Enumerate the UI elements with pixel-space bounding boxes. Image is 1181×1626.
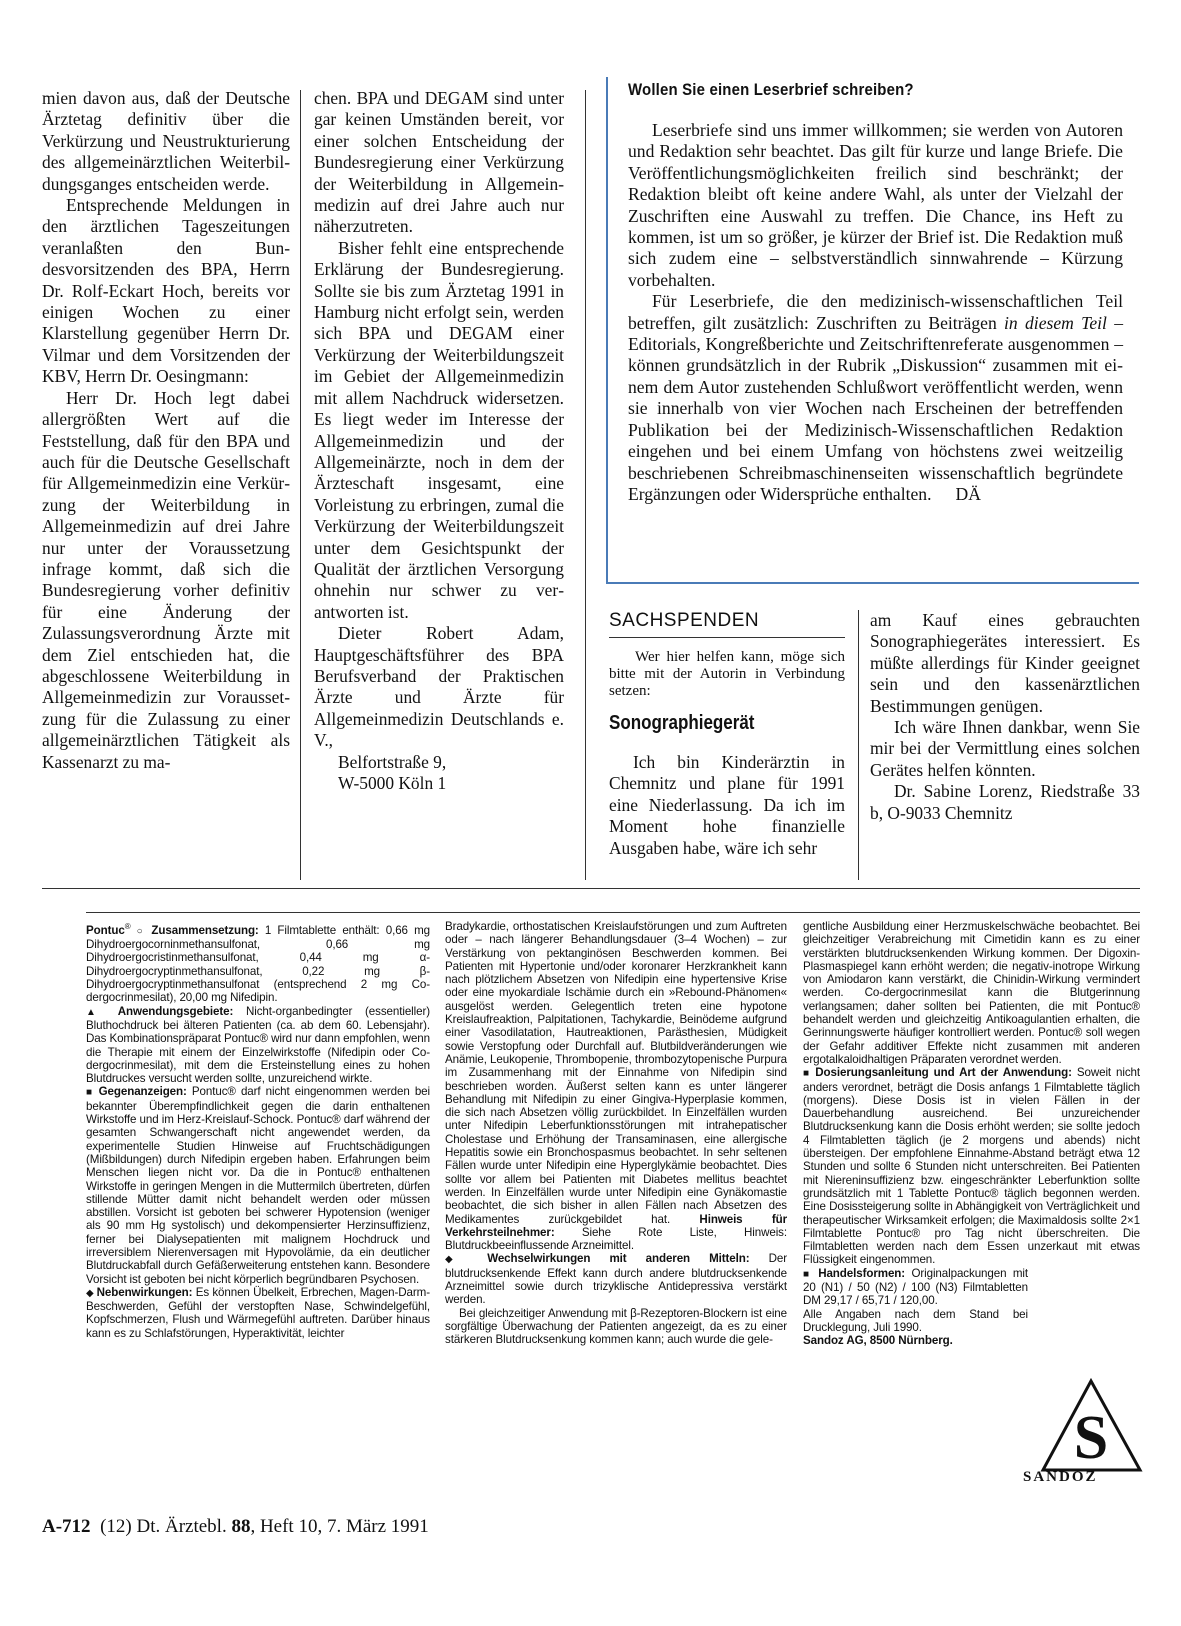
interactions-marker-icon: ◆: [445, 1254, 488, 1266]
ad-interactions-text: Der blutdrucksenkende Effekt kann durch andere blutdrucksenkende Arzneimittel sowie durch trizyklische Antidepressiva verstärkt werden.: [445, 1252, 787, 1307]
ad-contraindications-label: Gegenanzeigen:: [98, 1085, 187, 1099]
ad-composition-label: Zusammensetzung:: [151, 923, 259, 937]
ad-composition: [86, 920, 430, 1005]
col2-address-line-1: Belfortstraße 9,: [338, 751, 447, 772]
col2-paragraph-1: chen. BPA und DEGAM sind unter gar keinen Umständen bereit, vor einer solchen Entscheidung der Bundesregierung einer Verkürzung der Weiterbildung in Allgemeinmedizin auf drei Jahre auch nur näherzutreten.: [314, 88, 564, 237]
sonographiegeraet-heading: Sonographiegerät: [609, 712, 755, 734]
sachspenden-paragraph-1: Ich bin Kinderärztin in Chemnitz und plane für 1991 eine Niederlassung. Da ich im Moment hohe finanzielle Ausgaben habe, wäre ich sehr: [609, 752, 845, 858]
sachspenden-rule: [609, 637, 845, 638]
ad-company: [803, 1334, 1140, 1347]
sachspenden-signature: Dr. Sabine Lorenz, Riedstraße 33 b, O-9033 Chemnitz: [870, 781, 1140, 823]
col1-paragraph-3: Herr Dr. Hoch legt dabei allergrößten Wert auf die Feststellung, daß für den BPA und auch für die Deutsche Gesellschaft für Allgemeinmedizin eine Verkürzung der Weiterbildung in Allgemeinmedizin auf drei Jahre nur unter der Voraussetzung infrage kommt, daß sich die Bundesregierung vorher definitiv für eine Änderung der Zulassungsverordnung Ärzte mit dem Ziel entschieden hat, die abgeschlossene Weiterbildung in Allgemeinmedizin zur Voraussetzung für die Zulassung zu einer allgemeinärztlichen Tätigkeit als Kassenarzt zu ma-: [42, 387, 290, 772]
letters-box-p2-end: – Editorials, Kongreßberichte und Zeitschriftenreferate ausgenommen – können grundsätzlich in der Rubrik „Diskussion“ zusammen mit einem dem Autor zustehenden Schlußwort veröffentlicht werden, wenn sie innerhalb von vier Wochen nach Erscheinen der betreffenden Publikation bei der Medizinisch-Wissenschaftlichen Redaktion eingehen und bei einem Umfang von höchstens zwei weitzeilig beschriebenen Schreibmaschinenseiten wissenschaftlich begründete Ergänzungen oder Widersprüche enthalten.: [628, 312, 1123, 504]
col2-signature: Dieter Robert Adam, Hauptgeschäftsführer des BPA Berufsverband der Praktischen Ärzte und Ärzte für Allgemeinmedizin Deutschlands e. V.,: [314, 623, 564, 751]
ad-interactions: [445, 1252, 787, 1306]
letters-box-text: [628, 120, 1123, 505]
page-footer: [42, 1516, 429, 1538]
ad-interactions-label: Wechselwirkungen mit anderen Mitteln:: [487, 1252, 750, 1266]
ad-indications-text: Nicht-organbedingter (essentieller) Bluthochdruck bei älteren Patienten (ca. ab dem 60. Lebensjahr). Das Kombinationspräparat Pontuc® wird nur dann empfohlen, wenn die Therapie mit einem der Einzelwirkstoffe (Nifedipin oder Co-dergocrinmesilat), mit dem die Ersteinstellung eines zu hohen Blutdruckes versucht werden sollte, unzureichend wirkte.: [86, 1004, 430, 1086]
dosage-marker-icon: ■: [803, 1068, 816, 1080]
ad-dosage: [803, 1066, 1140, 1266]
ad-packaging-label: Handelsformen:: [818, 1266, 906, 1280]
ad-stand-note: Alle Angaben nach dem Stand bei Drucklegung, Juli 1990.: [803, 1307, 1028, 1334]
side-effects-marker-icon: ◆: [86, 1287, 97, 1299]
letters-box-sign: DÄ: [955, 483, 981, 504]
packaging-marker-icon: ■: [803, 1268, 819, 1280]
ad-top-rule: [86, 912, 1140, 913]
ad-contraindications: [86, 1085, 430, 1285]
ad-traffic-text: Siehe Rote Liste, Hinweis: Blutdruckbeeinflussende Arzneimittel.: [445, 1225, 787, 1253]
ad-brand-reg: ®: [124, 922, 131, 931]
indications-marker-icon: ▲: [86, 1006, 118, 1018]
column-1: [42, 88, 290, 773]
ad-column-2: [445, 920, 787, 1347]
ad-side-effects-text: Es können Übelkeit, Erbrechen, Magen-Darm-Beschwerden, Gefühl der verstopften Nase, Schwindelgefühl, Kopfschmerzen, Flush und Wärmegefühl auftreten. Darüber hinaus kann es zu Schlafstörungen, Hyperaktivität, leichter: [86, 1285, 430, 1340]
sachspenden-heading: SACHSPENDEN: [609, 610, 760, 631]
col2-paragraph-2: Bisher fehlt eine entsprechende Erklärung der Bundesregierung. Sollte sie bis zum Ärztetag 1991 in Hamburg nicht erfolgt sein, werden sich BPA und DEGAM einer Verkürzung der Weiterbildungszeit im Gebiet der Allgemeinmedizin mit allem Nachdruck widersetzen. Es liegt weder im Interesse der Allgemeinmedizin und der Allgemeinärzte, noch in dem der Ärzteschaft insgesamt, eine Vorleistung zu erbringen, zumal die Verkürzung der Weiterbildungszeit unter dem Gesichtspunkt der Qualität der ärztlichen Versorgung ohnehin nur schwer zu verantworten ist.: [314, 237, 564, 622]
column-2: [314, 88, 564, 794]
ad-interactions-cont: gentliche Ausbildung einer Herzmuskelschwäche beobachtet. Bei gleichzeitiger Verabreichung mit Cimetidin kann es zu einer verstärkten blutdrucksenkenden Wirkung kommen. Der Digoxin-Plasmaspiegel kann erhöht werden; die negativ-inotrope Wirkung von Amiodaron kann verstärkt, die Chinidin-Wirkung vermindert werden. Co-dergocrinmesilat kann die Blutgerinnung verlangsamen; daher sollten bei Patienten, die mit Pontuc® behandelt werden und gleichzeitig Antikoagulantien erhalten, die Gerinnungswerte häufiger kontrolliert werden. Pontuc® soll wegen der Gefahr additiver Effekte nicht zusammen mit anderen ergotalkaloidhaltigen Präparaten verordnet werden.: [803, 920, 1140, 1066]
column-divider-1: [300, 90, 301, 880]
letters-box-paragraph-2: [628, 291, 1123, 505]
letters-box-title: Wollen Sie einen Leserbrief schreiben?: [628, 80, 914, 99]
ad-side-effects-label: Nebenwirkungen:: [96, 1285, 193, 1299]
page-separator-rule: [42, 888, 1140, 889]
ad-packaging-text: Originalpackungen mit 20 (N1) / 50 (N2) / 100 (N3) Filmtabletten DM 29,17 / 65,71 / 120,00.: [803, 1266, 1028, 1308]
ad-indications: [86, 1005, 430, 1086]
sachspenden-col2-text: [870, 610, 1140, 824]
sandoz-logo-icon: [1040, 1378, 1143, 1476]
sachspenden-paragraph-1-cont: am Kauf eines gebrauchten Sonographiegerätes interessiert. Es müßte allerdings für Kinder geeignet sein und den kassenärztlichen Bestimmungen genügen.: [870, 610, 1140, 716]
journal-reference-suffix: , Heft 10, 7. März 1991: [250, 1516, 429, 1537]
sachspenden-col1-text: [609, 752, 845, 859]
ad-dosage-label: Dosierungsanleitung und Art der Anwendung:: [815, 1066, 1072, 1080]
column-divider-3: [858, 610, 859, 880]
ad-packaging: [803, 1267, 1028, 1308]
letters-box-p2-start: Für Leserbriefe, die den medizinisch-wissenschaftlichen Teil betreffen, gilt zusätzlich: Zuschriften zu Beiträgen: [628, 291, 1123, 333]
sachspenden-intro: Wer hier helfen kann, möge sich bitte mit der Autorin in Verbindung setzen:: [609, 649, 845, 699]
sachspenden-paragraph-2: Ich wäre Ihnen dankbar, wenn Sie mir bei der Vermittlung eines solchen Gerätes helfen könnten.: [870, 717, 1140, 780]
ad-side-effects-cont-text: Bradykardie, orthostatischen Kreislaufstörungen und zum Auftreten oder – nach längerer Behandlungsdauer (3–4 Wochen) – zur Verstärkung von pektanginösen Beschwerden kommen. Bei Patienten mit Hypertonie und/oder koronarer Herzkrankheit kann nach plötzlichem Absetzen von Nifedipin eine hypertensive Krise oder eine myokardiale Ischämie durch ein »Rebound-Phänomen« ausgelöst werden. Gelegentlich treten eine hypotone Kreislaufreaktion, Palpitationen, Tachykardie, Beinödeme aufgrund einer Vasodilatation, Hautreaktionen, Parästhesien, Müdigkeit sowie Verstopfung oder Durchfall auf. Blutbildveränderungen wie Anämie, Leukopenie, Thrombopenie, thrombozytopenische Purpura im Zusammenhang mit der Einnahme von Nifedipin sind beschrieben worden. Äußerst selten kann es unter längerer Behandlung mit Nifedipin zu einer Gingiva-Hyperplasie kommen, die sich nach Absetzen völlig zurückbildet. In Einzelfällen wurden unter Nifedipin Leberfunktionsstörungen mit intrahepatischer Cholestase und Erhöhung der Transaminasen, eine allergische Hepatitis sowie ein Bronchospasmus beobachtet. In sehr seltenen Fällen wurde unter Nifedipin eine Hyperglykämie beobachtet. Dies sollte vor allem bei Patienten mit Diabetes mellitus beachtet werden. In Einzelfällen wurde unter Nifedipin eine Gynäkomastie beobachtet, die sich bisher in allen Fällen nach Absetzen des Medikamentes zurückgebildet hat.: [445, 920, 787, 1226]
ad-traffic-label: Hinweis für Verkehrsteilnehmer:: [445, 1212, 787, 1239]
ad-indications-label: Anwendungsgebiete:: [117, 1004, 234, 1018]
sandoz-logo-word: SANDOZ: [1023, 1469, 1098, 1485]
contraindications-marker-icon: ■: [86, 1087, 99, 1099]
sandoz-logo-letter: S: [1073, 1404, 1109, 1472]
letters-box-paragraph-1: Leserbriefe sind uns immer willkommen; sie werden von Autoren und Redaktion sehr beachtet. Das gilt für kurze und lange Briefe. Die Veröffentlichungsmöglichkeiten freilich sind beschränkt; der Redaktion bleibt oft keine andere Wahl, als unter der Vielzahl der Zuschriften eine Auswahl zu treffen. Die Chance, ins Heft zu kommen, ist um so größer, je kürzer der Brief ist. Die Redaktion muß sich zudem eine – selbstverständlich sinnwahrende – Kürzung vorbehalten.: [628, 120, 1123, 290]
ad-interactions-paragraph-2: Bei gleichzeitiger Anwendung mit β-Rezeptoren-Blockern ist eine sorgfältige Überwachung der Patienten angezeigt, da es zu einer stärkeren Blutdrucksenkung kommen kann; auch wurde die gele-: [445, 1306, 787, 1347]
col1-paragraph-1: mien davon aus, daß der Deutsche Ärztetag definitiv über die Verkürzung und Neustrukturierung des allgemeinärztlichen Weiterbildungsganges entscheiden werde.: [42, 88, 290, 194]
ad-side-effects: [86, 1286, 430, 1340]
ad-side-effects-cont: [445, 920, 787, 1252]
page-number: A-712: [42, 1516, 91, 1537]
ad-column-3: [803, 920, 1140, 1348]
letters-box-p2-italic: in diesem Teil: [1004, 312, 1107, 333]
journal-reference-prefix: (12) Dt. Ärztebl.: [100, 1516, 232, 1537]
col2-address-line-2: W-5000 Köln 1: [338, 773, 447, 793]
ad-brand: Pontuc: [86, 923, 125, 937]
ad-column-1: [86, 920, 430, 1340]
ad-dosage-text: Soweit nicht anders verordnet, beträgt die Dosis anfangs 1 Filmtablette täglich (morgens). Diese Dosis ist in vielen Fällen in der Dauerbehandlung ausreichend. Bei unzureichender Blutdrucksenkung kann die Dosis erhöht werden; sie sollte jedoch 4 Filmtabletten täglich (je 2 morgens und abends) nicht übersteigen. Der empfohlene Einnahme-Abstand beträgt etwa 12 Stunden und sollte 6 Stunden nicht unterschreiten. Bei Patienten mit Niereninsuffizienz bzw. eingeschränkter Leberfunktion sollte grundsätzlich mit 1 Tablette Pontuc® täglich begonnen werden. Eine Dosissteigerung sollte in Abhängigkeit von Verträglichkeit und therapeutischer Wirksamkeit erfolgen; die Maximaldosis sollte 2×1 Filmtablette Pontuc® pro Tag nicht überschreiten. Die Filmtabletten werden nach dem Essen unzerkaut mit etwas Flüssigkeit eingenommen.: [803, 1066, 1140, 1267]
journal-volume: 88: [231, 1516, 251, 1537]
column-divider-2: [585, 90, 586, 880]
ad-company-name: Sandoz AG, 8500 Nürnberg.: [803, 1334, 953, 1348]
composition-marker-icon: ○: [136, 925, 152, 937]
ad-composition-text: 1 Filmtablette enthält: 0,66 mg Dihydroergocorninmethansulfonat, 0,66 mg Dihydroergocristinmethansulfonat, 0,44 mg α-Dihydroergocryptinmethansulfonat, 0,22 mg β-Dihydroergocryptinmethansulfonat (entsprechend 2 mg Co-dergocrinmesilat), 20,00 mg Nifedipin.: [86, 923, 430, 1005]
ad-contraindications-text: Pontuc® darf nicht eingenommen werden bei bekannter Überempfindlichkeit gegen die darin enthaltenen Wirkstoffe und im Herz-Kreislauf-Schock. Pontuc® darf während der gesamten Schwangerschaft nicht angewendet werden, da experimentelle Studien Hinweise auf Fruchtschädigungen (Mißbildungen) durch Nifedipin ergeben haben. Erfahrungen beim Menschen liegen nicht vor. Da die in Pontuc® enthaltenen Wirkstoffe in geringen Mengen in die Muttermilch übertreten, dürfen stillende Mütter damit nicht behandelt werden oder müssen abstillen. Vorsicht ist geboten bei schwerer Hypotension (weniger als 90 mm Hg systolisch) und dekompensierter Herzinsuffizienz, ferner bei Dialysepatienten mit malignem Hochdruck und irreversiblem Nierenversagen mit Hypovolämie, da ein deutlicher Blutdruckabfall durch Gefäßerweiterung entstehen kann. Besondere Vorsicht ist geboten bei nicht körperlich begründbaren Psychosen.: [86, 1085, 430, 1286]
col1-paragraph-2: Entsprechende Meldungen in den ärztlichen Tageszeitungen veranlaßten den Bundesvorsitzenden des BPA, Herrn Dr. Rolf-Eckart Hoch, bereits vor einigen Wochen zu einer Klarstellung gegenüber Herrn Dr. Vilmar und dem Vorsitzenden der KBV, Herrn Dr. Oesingmann:: [42, 195, 290, 387]
